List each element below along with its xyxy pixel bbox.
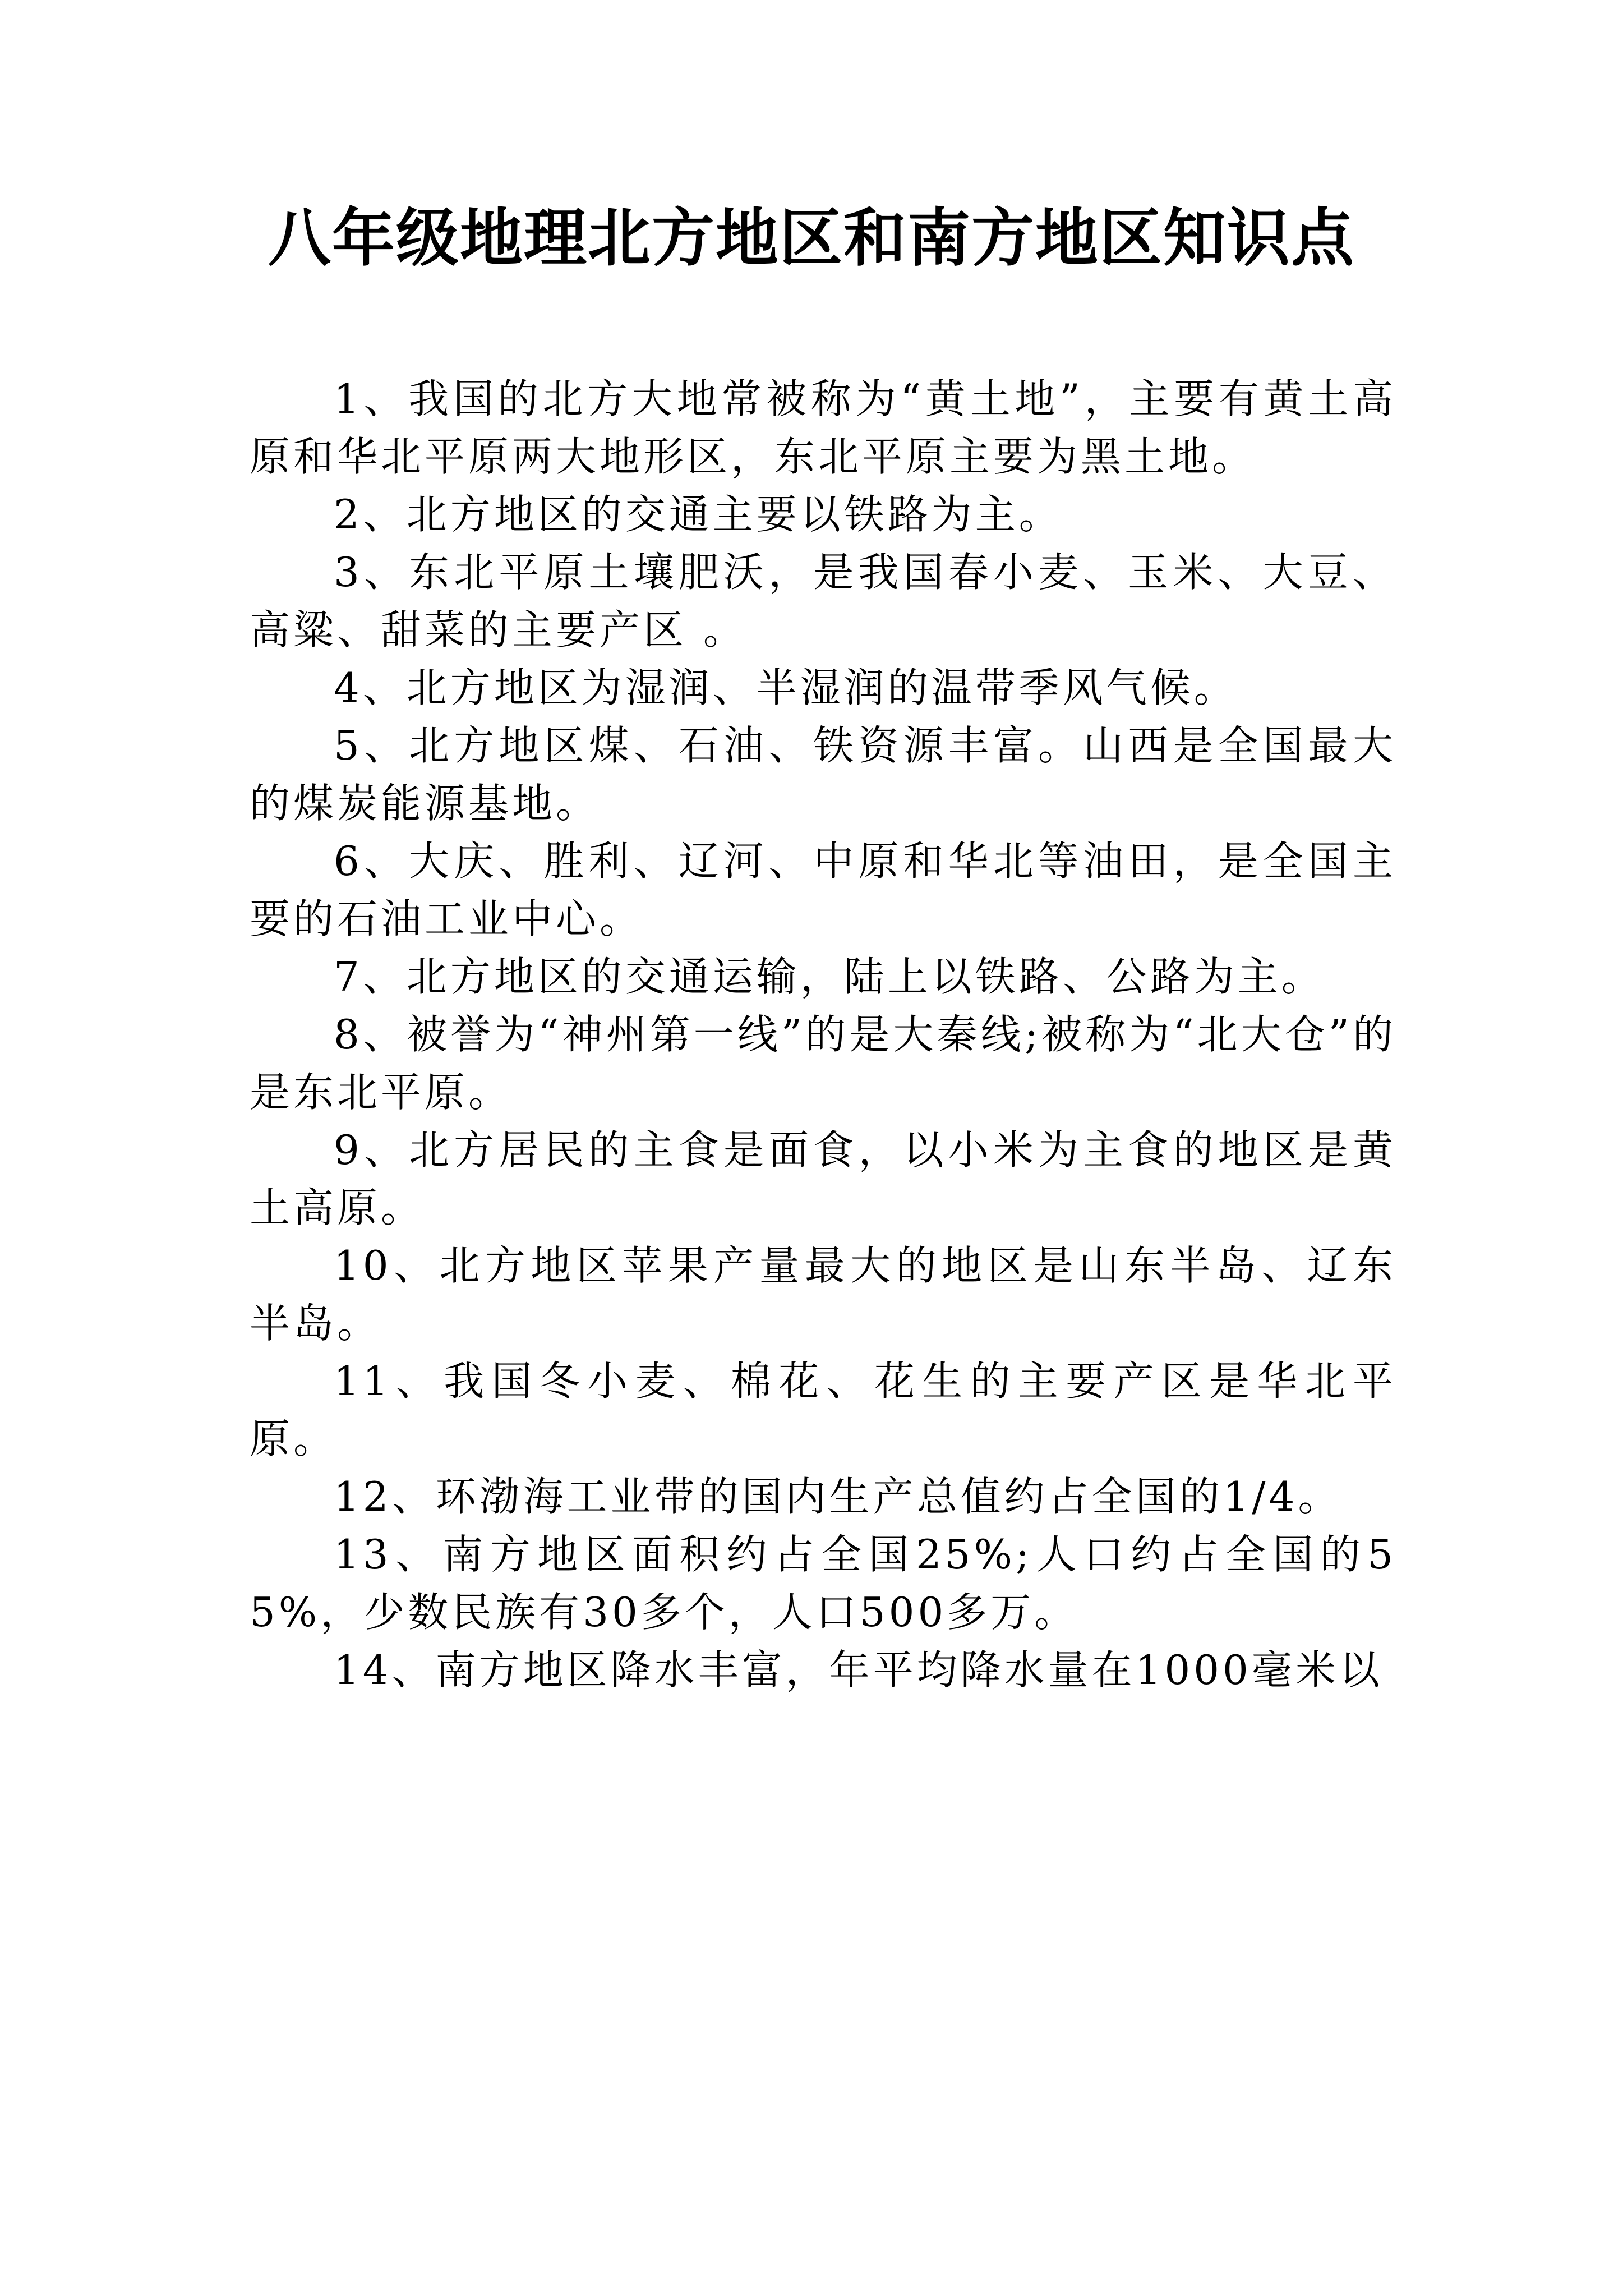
paragraph-6: 6、大庆、胜利、辽河、中原和华北等油田，是全国主要的石油工业中心。	[250, 838, 1396, 942]
document-body	[250, 370, 1396, 1699]
paragraph-2: 2、北方地区的交通主要以铁路为主。	[334, 491, 1063, 538]
paragraph-9: 9、北方居民的主食是面食，以小米为主食的地区是黄土高原。	[250, 1126, 1396, 1231]
paragraph-10: 10、北方地区苹果产量最大的地区是山东半岛、辽东半岛。	[250, 1242, 1396, 1347]
document-title: 八年级地理北方地区和南方地区知识点	[268, 202, 1355, 275]
paragraph-13: 13、南方地区面积约占全国25%;人口约占全国的55%，少数民族有30多个，人口500多万。	[250, 1531, 1396, 1636]
paragraph-5: 5、北方地区煤、石油、铁资源丰富。山西是全国最大的煤炭能源基地。	[250, 722, 1396, 827]
paragraph-4: 4、北方地区为湿润、半湿润的温带季风气候。	[334, 664, 1238, 711]
paragraph-14: 14、南方地区降水丰富，年平均降水量在1000毫米以	[334, 1646, 1383, 1694]
paragraph-7: 7、北方地区的交通运输，陆上以铁路、公路为主。	[334, 953, 1325, 1000]
paragraph-1: 1、我国的北方大地常被称为“黄土地”，主要有黄土高原和华北平原两大地形区，东北平原主要为黑土地。	[250, 375, 1396, 480]
paragraph-8: 8、被誉为“神州第一线”的是大秦线;被称为“北大仓”的是东北平原。	[250, 1011, 1396, 1116]
paragraph-12: 12、环渤海工业带的国内生产总值约占全国的1/4。	[334, 1473, 1342, 1520]
paragraph-3: 3、东北平原土壤肥沃，是我国春小麦、玉米、大豆、高粱、甜菜的主要产区 。	[250, 549, 1396, 654]
paragraph-11: 11、我国冬小麦、棉花、花生的主要产区是华北平原。	[250, 1358, 1396, 1462]
